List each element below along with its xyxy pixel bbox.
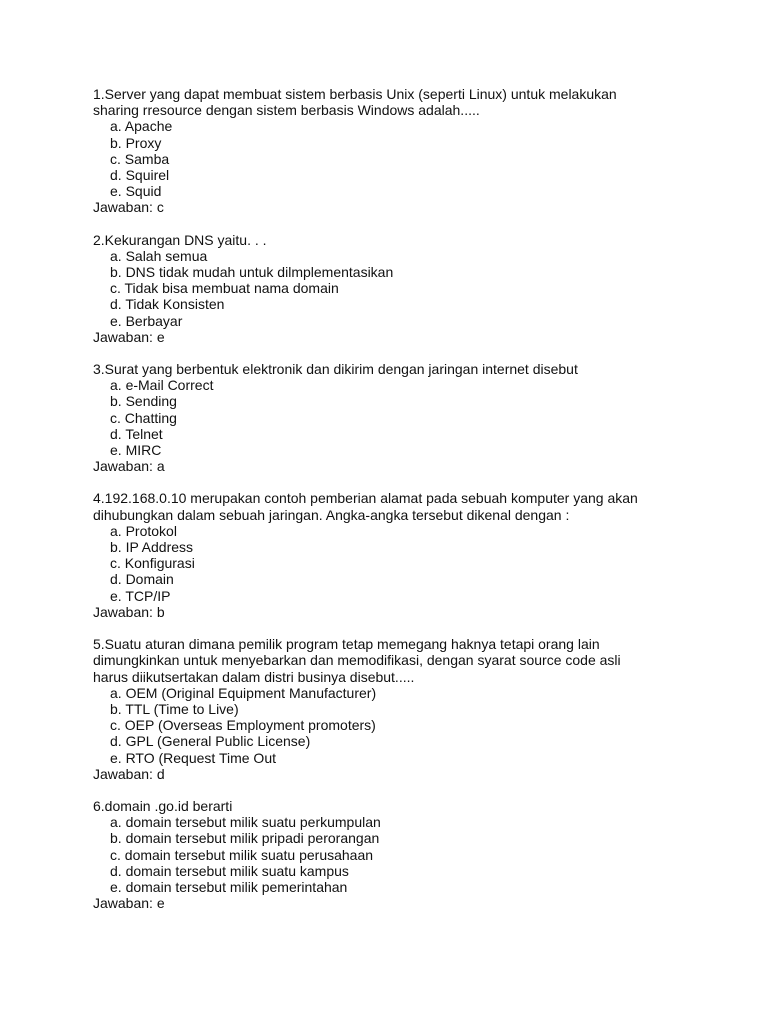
question-text-line: dimungkinkan untuk menyebarkan dan memodifikasi, dengan syarat source code asli	[93, 652, 621, 669]
answer-option-b: b. Sending	[110, 393, 177, 410]
answer-option-a: a. Apache	[110, 118, 173, 135]
answer-key: Jawaban: e	[93, 328, 165, 345]
question-5	[93, 636, 693, 782]
question-3	[93, 361, 693, 474]
answer-option-d: d. Telnet	[110, 425, 163, 442]
answer-option-e: e. Berbayar	[110, 312, 183, 329]
answer-key: Jawaban: a	[93, 458, 165, 475]
answer-option-d: d. Squirel	[110, 167, 170, 184]
answer-option-b: b. domain tersebut milik pripadi perorangan	[110, 830, 380, 847]
answer-key: Jawaban: c	[93, 199, 164, 216]
answer-option-a: a. Salah semua	[110, 247, 208, 264]
answer-option-c: c. OEP (Overseas Employment promoters)	[110, 717, 376, 734]
question-1	[93, 86, 693, 216]
answer-option-e: e. Squid	[110, 183, 162, 200]
question-text-line: 4.192.168.0.10 merupakan contoh pemberian alamat pada sebuah komputer yang akan	[93, 490, 638, 507]
answer-option-a: a. domain tersebut milik suatu perkumpulan	[110, 814, 381, 831]
answer-option-d: d. Tidak Konsisten	[110, 296, 225, 313]
question-2	[93, 232, 693, 345]
question-text-line: 3.Surat yang berbentuk elektronik dan dikirim dengan jaringan internet disebut	[93, 361, 578, 378]
answer-option-e: e. RTO (Request Time Out	[110, 749, 276, 766]
question-text-line: harus diikutsertakan dalam distri businya disebut.....	[93, 668, 415, 685]
question-6	[93, 798, 693, 911]
question-text-line: dihubungkan dalam sebuah jaringan. Angka-angka tersebut dikenal dengan :	[93, 506, 570, 523]
question-text-line: 5.Suatu aturan dimana pemilik program tetap memegang haknya tetapi orang lain	[93, 636, 600, 653]
answer-option-d: d. Domain	[110, 571, 174, 588]
answer-option-e: e. domain tersebut milik pemerintahan	[110, 878, 348, 895]
question-text-line: 2.Kekurangan DNS yaitu. . .	[93, 231, 267, 248]
question-text-line: 1.Server yang dapat membuat sistem berbasis Unix (seperti Linux) untuk melakukan	[93, 86, 617, 102]
answer-option-c: c. domain tersebut milik suatu perusahaan	[110, 846, 374, 863]
answer-option-b: b. Proxy	[110, 134, 162, 151]
answer-option-b: b. TTL (Time to Live)	[110, 700, 239, 717]
document-page	[93, 86, 693, 927]
answer-option-a: a. e-Mail Correct	[110, 377, 214, 394]
answer-option-b: b. IP Address	[110, 539, 194, 556]
answer-key: Jawaban: b	[93, 603, 165, 620]
question-text-line: 6.domain .go.id berarti	[93, 797, 233, 814]
answer-option-c: c. Tidak bisa membuat nama domain	[110, 280, 339, 297]
question-text-line: sharing rresource dengan sistem berbasis Windows adalah.....	[93, 102, 480, 119]
answer-option-a: a. OEM (Original Equipment Manufacturer)	[110, 684, 377, 701]
answer-option-d: d. GPL (General Public License)	[110, 733, 311, 750]
question-4	[93, 490, 693, 620]
answer-option-e: e. TCP/IP	[110, 587, 171, 604]
answer-option-e: e. MIRC	[110, 442, 162, 459]
answer-option-d: d. domain tersebut milik suatu kampus	[110, 862, 349, 879]
answer-option-c: c. Konfigurasi	[110, 555, 195, 572]
answer-option-c: c. Samba	[110, 150, 170, 167]
answer-option-b: b. DNS tidak mudah untuk dilmplementasikan	[110, 264, 394, 281]
answer-key: Jawaban: e	[93, 895, 165, 912]
answer-option-a: a. Protokol	[110, 522, 177, 539]
answer-key: Jawaban: d	[93, 765, 165, 782]
answer-option-c: c. Chatting	[110, 409, 177, 426]
